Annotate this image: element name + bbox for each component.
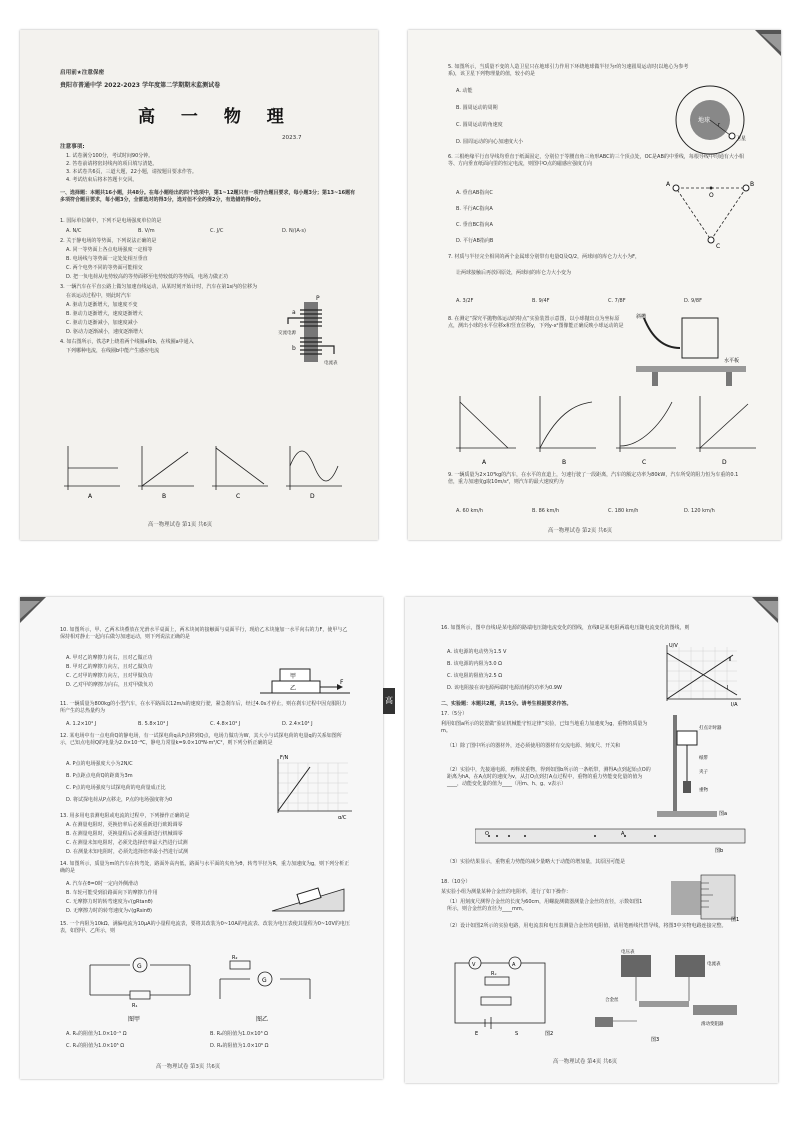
q16-option: B. 该电源的内阻为3.0 Ω: [447, 661, 502, 667]
graph-label: B: [162, 493, 167, 498]
q10-option: A. 甲对乙的摩擦力向右，且对乙做正功: [66, 655, 153, 661]
current-graphs: [58, 438, 358, 498]
apparatus-label: 重物: [699, 788, 708, 793]
q13-option: C. 在测量未知电阻时，必须先选择倍率最大挡进行试测: [66, 840, 188, 846]
satellite-label: 地球: [698, 117, 711, 124]
question-1: 1. 国际单位制中，下列不是电场强度单位的是: [60, 218, 162, 224]
graph-axis-label: U/V: [669, 643, 678, 649]
q15-option: A. R₁的阻值为1.0×10⁻⁵ Ω: [66, 1031, 127, 1037]
q6-option: C. 垂直BC指向A: [456, 222, 493, 228]
q15-option: D. R₂的阻值为1.0×10⁶ Ω: [210, 1043, 269, 1049]
satellite-label: 卫星: [736, 136, 747, 142]
galvanometer-label: G: [137, 963, 142, 970]
q10-option: B. 甲对乙的摩擦力向左，且对乙做负功: [66, 664, 153, 670]
part-label: 滑动变阻器: [701, 1022, 724, 1027]
block-label: 甲: [290, 673, 297, 680]
notes-title: 注意事项:: [60, 144, 85, 150]
q13-option: B. 在测量电阻时，更换量程后必须重新进行机械调零: [66, 831, 183, 837]
uv-graph: [657, 641, 747, 707]
paper-tape-figure: [475, 827, 747, 853]
question-15: 15. 一个内阻为10kΩ、满偏电流为10μA的小量程电流表，要将其改装为0~10A的电流表、改装为电压表使其量程为0~10V的电压表，如图甲、乙所示，则: [60, 921, 350, 934]
banked-road-figure: [268, 881, 348, 917]
figure-caption: 图b: [715, 848, 724, 853]
q10-option: D. 乙对甲的摩擦力向右，且对甲做负功: [66, 682, 154, 688]
resistor-label: R₂: [232, 955, 238, 961]
graph-axis-label: q/C: [338, 815, 347, 819]
q17-part-1: （1）除了图中所示的器材外，还必须使用的器材有交流电源、刻度尺、开关和: [447, 743, 621, 749]
section-1-heading: 一、选择题：本题共16小题，共48分。在每小题给出的四个选项中，第1~12题只有一项符合题目要求，每小题3分；第13~16题有多项符合题目要求，每小题3分，全部选对的得3分，选对但不全的得2分，有选错的得0分。: [60, 190, 356, 203]
coil-label: 电流表: [324, 361, 338, 366]
q11-option: C. 4.8×10⁴ J: [210, 721, 241, 727]
coil-label: a: [292, 309, 296, 316]
part-label: 电流表: [707, 962, 721, 967]
q12-option: B. P点距点电荷Q的距离为3m: [66, 773, 133, 779]
meter-conversion-circuits: [80, 949, 330, 1025]
question-18: 18.（10分）: [441, 879, 471, 885]
triangle-vertex-label: O: [709, 192, 714, 199]
exam-page-2: [408, 30, 781, 540]
corner-ornament-icon: [745, 30, 781, 66]
graph-label: B: [562, 459, 567, 466]
q3-option: C. 驱动力逐渐减小，加速度减小: [66, 320, 138, 326]
exam-page-1: [20, 30, 378, 540]
confidential-header: 启用前★注意保密: [60, 70, 105, 76]
q15-option: B. R₂的阻值为1.0×10³ Ω: [210, 1031, 269, 1037]
exam-page-4: [405, 597, 778, 1083]
resistor-label: Rₓ: [491, 971, 497, 977]
q18-text: 某实验小组为测量某种合金丝的电阻率，进行了如下操作：: [441, 889, 572, 895]
q1-option: C. J/C: [210, 228, 224, 234]
page-footer: 高一物理试卷 第2页 共6页: [548, 528, 613, 534]
q14-option: B. 车轮可能受到沿路面向下的摩擦力作用: [66, 890, 158, 896]
page-footer: 高一物理试卷 第4页 共6页: [553, 1059, 618, 1065]
question-4: 4. 如右图所示，铁芯P上绕着两个线圈a和b，在线圈a中通入: [60, 339, 194, 345]
q9-option: B. 86 km/h: [532, 508, 560, 514]
coil-label: P: [316, 295, 320, 302]
q14-option: A. 汽车在θ=0时一定向外侧滑动: [66, 881, 138, 887]
q9-option: A. 60 km/h: [456, 508, 484, 514]
q16-option: A. 该电源的电动势为1.5 V: [447, 649, 507, 655]
graph-label: A: [482, 459, 487, 466]
graph-label: C: [236, 493, 241, 498]
free-fall-apparatus: [653, 711, 743, 821]
projectile-apparatus: [636, 310, 756, 390]
q3-option: A. 驱动力逐渐增大，加速度不变: [66, 302, 138, 308]
question-3-sub: 在该运动过程中，则此时汽车: [66, 293, 132, 299]
circuit-caption: 图甲: [128, 1016, 141, 1023]
graph-axis-label: F/N: [280, 755, 289, 761]
q16-option: D. 该电阻接在该电源两端时电源消耗的功率为0.9W: [447, 685, 562, 691]
apparatus-label: 纸带: [699, 756, 708, 761]
q17-part-2: （2）实验中，先接通电源，再释放重物，得到如图b所示的一条纸带，测得A点到起始点O的距离为hA，在A点时的速度为v，从打O点到打A点过程中，重物的重力势能变化量的值为____，动能变化量的值为____（用m、h、g、v表示）: [447, 767, 651, 787]
q3-option: B. 驱动力逐渐增大，速度逐渐增大: [66, 311, 143, 317]
triangle-vertex-label: C: [716, 243, 721, 250]
meter-symbol: A: [512, 962, 516, 968]
source-label: E: [475, 1031, 479, 1037]
q1-option: D. N/(A·s): [282, 228, 306, 234]
q7-option: C. 7/8F: [608, 298, 626, 304]
question-14: 14. 如图所示，质量为m的汽车在转弯处，路面外高内低，路面与水平面的夹角为θ，转弯半径为R，重力加速度为g，则下列分析正确的是: [60, 861, 350, 874]
page-title: 高 一 物 理: [138, 107, 294, 127]
q11-option: B. 5.8×10⁴ J: [138, 721, 169, 727]
part-label: 合金丝: [605, 998, 619, 1003]
block-label: 乙: [290, 685, 297, 692]
q7-option: B. 9/4F: [532, 298, 550, 304]
question-4-sub: 下列哪种电流，在线圈b中能产生感应电流: [66, 348, 160, 354]
block-label: F: [340, 679, 344, 686]
q11-option: A. 1.2×10⁴ J: [66, 721, 97, 727]
question-16: 16. 如图所示，图中直线Ⅰ是某电源的路端电压随电流变化的图线，直线Ⅱ是某电阻两端电压随电流变化的图线，则: [441, 625, 690, 631]
q12-option: D. 将试探电荷从P点移走，P点的电场强度将为0: [66, 797, 173, 803]
corner-ornament-icon: [20, 597, 56, 633]
apparatus-label: 斜槽: [636, 314, 647, 320]
q10-option: C. 乙对甲的摩擦力向左，且对甲做负功: [66, 673, 153, 679]
question-5: 5. 如图所示，当质量不变的人造卫星只在地球引力作用下环绕地球做半径为r的匀速圆周运动时(以地心为参考系)，该卫星下列物理量的值，较小的是: [448, 64, 689, 77]
figure-caption: 图2: [545, 1031, 554, 1037]
q14-option: C. 无摩擦力时的转弯速度为√(gRtanθ): [66, 899, 153, 905]
corner-ornament-icon: [742, 597, 778, 633]
circuit-caption: 图乙: [256, 1016, 269, 1023]
q9-option: D. 120 km/h: [684, 508, 715, 514]
note-item: 2. 答卷前请将密封线内的项目填写清楚。: [66, 161, 158, 167]
triangle-vertex-label: A: [666, 181, 671, 188]
q17-part-3: （3）实验结果显示，重物重力势能的减少量略大于动能的增加量，其原因可能是: [447, 859, 626, 865]
q2-option: C. 两个电势不同的等势面可能相交: [66, 265, 143, 271]
section-2-heading: 二、实验题：本题共2题，共15分。请考生根据要求作答。: [441, 701, 572, 707]
tape-point-label: O: [485, 831, 489, 837]
q1-option: B. V/m: [138, 228, 155, 234]
question-9: 9. 一辆质量为2×10³kg的汽车，在水平的直道上，匀速行驶了一段距离，汽车的额定功率为80kW，汽车所受的阻力恒为车重的0.1倍，重力加速度g取10m/s²，则汽车的最大速度约为: [448, 472, 739, 485]
coil-label: 交流电源: [278, 331, 296, 336]
side-tab: 高一: [383, 688, 395, 714]
q2-option: A. 同一等势面上各点电场强度一定相等: [66, 247, 153, 253]
apparatus-label: 打点计时器: [699, 726, 722, 731]
q3-option: D. 驱动力逐渐减小，速度逐渐增大: [66, 329, 144, 335]
question-10: 10. 如图所示，甲、乙两木块叠放在光滑水平桌面上，两木块间的接触面与桌面平行，现给乙木块施加一水平向右的力F，使甲与乙保持相对静止一起向右做匀加速运动，则下列说法正确的是: [60, 627, 348, 640]
q5-option: A. 动能: [456, 88, 473, 94]
q7-option: D. 9/8F: [684, 298, 702, 304]
exam-date: 2023.7: [282, 135, 302, 141]
triangle-wires-figure: [666, 180, 756, 250]
figure-caption: 图a: [719, 811, 728, 817]
question-8: 8. 在测定“探究平抛物体运动的特点”实验装置示意图，以小球抛出点为坐标原点，测出小球的水平位移x和竖直位移y，下列y-x²图像能正确反映小球运动的是: [448, 316, 624, 329]
blocks-figure: [260, 665, 350, 701]
q6-option: A. 垂直AB指向C: [456, 190, 493, 196]
q6-option: B. 平行AC指向A: [456, 206, 493, 212]
question-2: 2. 关于静电场的等势面，下列说法正确的是: [60, 238, 157, 244]
q16-option: C. 该电阻的阻值为2.5 Ω: [447, 673, 503, 679]
triangle-vertex-label: B: [750, 181, 755, 188]
q13-option: D. 在测量未知电阻时，必须先选择倍率最小挡进行试测: [66, 849, 189, 855]
switch-label: S: [515, 1031, 519, 1037]
note-item: 4. 考试结束后将本答题卡交回。: [66, 177, 138, 183]
apparatus-label: 夹子: [699, 770, 708, 775]
question-11: 11. 一辆质量为800kg的小型汽车，在水平路面以12m/s的速度行驶，紧急刹车后，经过4.0s才停止，则在刹车过程中因克服阻力所产生的总热量约为: [60, 701, 347, 714]
graph-label: A: [88, 493, 93, 498]
q2-option: B. 电场线与等势面一定处处相互垂直: [66, 256, 148, 262]
tape-point-label: A: [621, 831, 625, 837]
q14-option: D. 无摩擦力时的转弯速度为√(gRsinθ): [66, 908, 152, 914]
question-13: 13. 用多用电表测电阻或电流的过程中，下列操作正确的是: [60, 813, 190, 819]
coil-label: b: [292, 345, 296, 352]
question-7-sub: 让两球接触后再放回原处，两球间的库仑力大小变为: [456, 270, 572, 276]
q15-option: C. R₁的阻值为1.0×10⁵ Ω: [66, 1043, 125, 1049]
question-3: 3. 一辆汽车在平直公路上做匀加速直线运动，从某时刻开始计时，汽车在第1s内的位移为: [60, 284, 258, 290]
micrometer-figure: [667, 871, 747, 923]
circuit-diagram: [445, 953, 555, 1039]
q12-option: A. P点的电场强度大小为2N/C: [66, 761, 133, 767]
q5-option: D. 圆周运动的向心加速度大小: [456, 139, 524, 145]
figure-caption: 图3: [651, 1037, 660, 1043]
graph-axis-label: I/A: [731, 702, 738, 707]
question-6: 6. 三根绝缘平行直导线均垂直于纸面固定，分别位于等腰直角三角形ABC的三个顶点处，OC是AB的中垂线，每根导线中均通有大小相等、方向垂直纸面向里的恒定电流，则图中O点的磁感应强度方向: [448, 154, 744, 167]
figure-caption: 图1: [731, 917, 740, 923]
meter-symbol: V: [472, 962, 476, 968]
satellite-figure: [670, 80, 750, 160]
line-label: Ⅰ: [727, 685, 729, 691]
resistor-label: R₁: [132, 1003, 138, 1009]
yx2-graphs: [448, 388, 758, 468]
question-7: 7. 材质与半径完全相同的两个金属球分别带有电量Q及Q/2，两球间的库仑力大小为F，: [448, 254, 640, 260]
graph-label: D: [722, 459, 727, 466]
q5-option: B. 圆周运动的周期: [456, 105, 498, 111]
page-footer: 高一物理试卷 第1页 共6页: [148, 522, 213, 528]
q1-option: A. N/C: [66, 228, 82, 234]
q18-part-1: （1）用刻度尺测得合金丝的长度为60cm，用螺旋测微器测量合金丝的直径，示数如图1所示，则合金丝的直径为____mm。: [447, 899, 643, 912]
question-12: 12. 某电场中有一点电荷Q的静电场，有一试探电荷q从P点移到Q点，电场力做功为W，其大小与试探电荷的电量q的关系如图所示，已知点电荷Q的电量为2.0×10⁻⁸C，静电力常量k=9.0×10⁹N·m²/C²，则下列分析正确的是: [60, 733, 342, 746]
q11-option: D. 2.4×10⁴ J: [282, 721, 313, 727]
graph-label: D: [310, 493, 315, 498]
note-item: 3. 本试卷共6页，三道大题，22小题，请按题目要求作答。: [66, 169, 197, 175]
q6-option: D. 平行AB指向B: [456, 238, 494, 244]
q12-option: C. P点的电场强度与试探电荷的电荷量成正比: [66, 785, 166, 791]
question-17: 17.（5分）: [441, 711, 468, 717]
q18-part-2: （2）设计如图2所示的实验电路，用电流表和电压表测量合金丝的电阻值，请用笔画线代替导线，将图3中实物电路连接完整。: [447, 923, 727, 929]
school-line: 贵阳市普通中学 2022-2023 学年度第二学期期末监测试卷: [60, 82, 221, 89]
q7-option: A. 3/2F: [456, 298, 474, 304]
q2-option: D. 把一负电荷从电势较高的等势面移至电势较低的等势面，电场力做正功: [66, 274, 229, 280]
force-charge-graph: [268, 753, 358, 819]
physical-circuit: [581, 945, 751, 1045]
graph-label: C: [642, 459, 647, 466]
line-label: Ⅱ: [729, 657, 732, 663]
galvanometer-label: G: [262, 977, 267, 984]
q5-option: C. 圆周运动的角速度: [456, 122, 503, 128]
satellite-label: r: [718, 122, 721, 128]
apparatus-label: 水平板: [724, 358, 740, 364]
exam-page-3: [20, 597, 383, 1079]
note-item: 1. 试卷满分100分，考试时间90分钟。: [66, 153, 154, 159]
q9-option: C. 180 km/h: [608, 508, 639, 514]
q17-text: 利用如图a所示的装置做“验证机械能守恒定律”实验，已知当地重力加速度为g，重物的质量为m。: [441, 721, 648, 734]
page-footer: 高一物理试卷 第3页 共6页: [156, 1064, 221, 1070]
q13-option: A. 在测量电阻时，更换倍率后必须重新进行欧姆调零: [66, 822, 183, 828]
coil-figure: [278, 292, 348, 372]
part-label: 电压表: [621, 950, 635, 955]
